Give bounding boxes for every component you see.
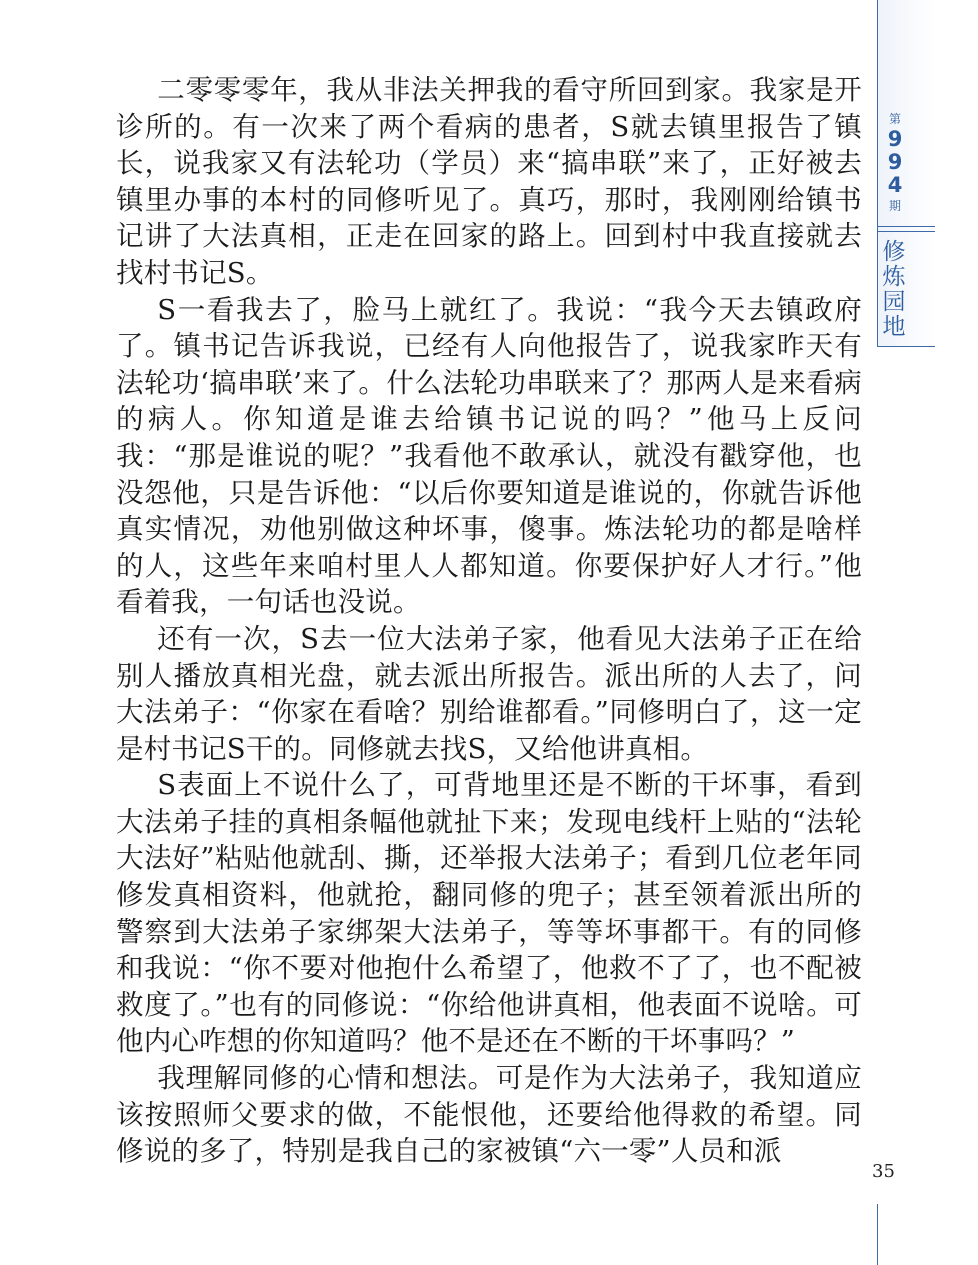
paragraph: S一看我去了，脸马上就红了。我说：“我今天去镇政府了。镇书记告诉我说，已经有人向他报告了，说我家昨天有法轮功‘搞串联’来了。什么法轮功串联来了？那两人是来看病的病人。你知道是谁去给镇书记说的吗？”他马上反问我：“那是谁说的呢？”我看他不敢承认，就没有戳穿他，也没怨他，只是告诉他：“以后你要知道是谁说的，你就告诉他真实情况，劝他别做这种坏事，傻事。炼法轮功的都是啥样的人，这些年来咱村里人人都知道。你要保护好人才行。”他看着我，一句话也没说。 (116, 293, 862, 619)
issue-divider (877, 226, 935, 227)
issue-divider-thin (877, 231, 935, 232)
issue-label (877, 110, 913, 215)
issue-suffix: 期 (888, 199, 901, 213)
issue-prefix: 第 (888, 112, 901, 126)
issue-digit-1: 9 (887, 127, 903, 151)
article-body (116, 72, 862, 1170)
sidebar-bottom-rule (877, 346, 935, 347)
issue-digit-2: 9 (887, 150, 903, 174)
paragraph: 还有一次，S去一位大法弟子家，他看见大法弟子正在给别人播放真相光盘，就去派出所报告。派出所的人去了，问大法弟子：“你家在看啥？别给谁都看。”同修明白了，这一定是村书记S干的。同修就去找S，又给他讲真相。 (116, 622, 862, 765)
page-number: 35 (872, 1161, 895, 1182)
paragraph: 我理解同修的心情和想法。可是作为大法弟子，我知道应该按照师父要求的做，不能恨他，还要给他得救的希望。同修说的多了，特别是我自己的家被镇“六一零”人员和派 (116, 1062, 862, 1168)
paragraph: S表面上不说什么了，可背地里还是不断的干坏事，看到大法弟子挂的真相条幅他就扯下来；发现电线杆上贴的“法轮大法好”粘贴他就刮、撕，还举报大法弟子；看到几位老年同修发真相资料，他就抢，翻同修的兜子；甚至领着派出所的警察到大法弟子家绑架大法弟子，等等坏事都干。有的同修和我说：“你不要对他抱什么希望了，他救不了了，也不配被救度了。”也有的同修说：“你给他讲真相，他表面不说啥。可他内心咋想的你知道吗？他不是还在不断的干坏事吗？” (116, 769, 862, 1058)
issue-digit-3: 4 (887, 173, 903, 197)
margin-rule (877, 1204, 878, 1265)
column-title: 修炼园地 (882, 239, 906, 340)
paragraph: 二零零零年，我从非法关押我的看守所回到家。我家是开诊所的。有一次来了两个看病的患者，S就去镇里报告了镇长，说我家又有法轮功（学员）来“搞串联”来了，正好被去镇里办事的本村的同修听见了。真巧，那时，我刚刚给镇书记讲了大法真相，正走在回家的路上。回到村中我直接就去找村书记S。 (116, 74, 862, 289)
